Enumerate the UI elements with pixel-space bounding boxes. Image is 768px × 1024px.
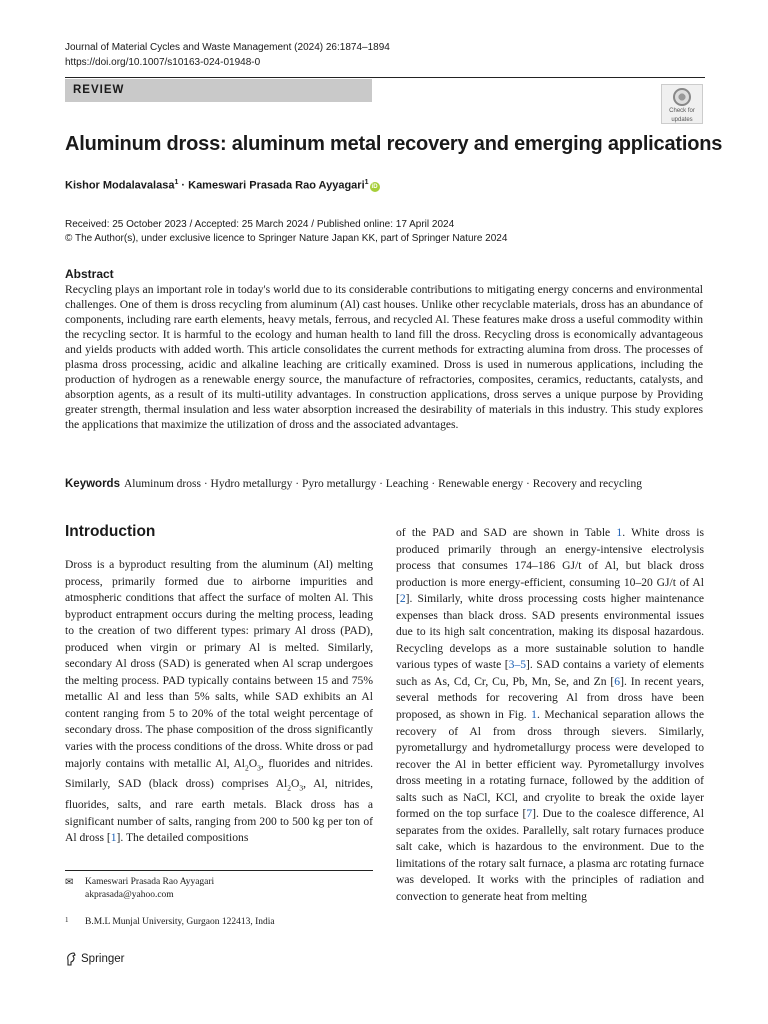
journal-header — [65, 40, 390, 70]
citation-link[interactable]: 1 — [110, 831, 117, 845]
author-separator: · — [178, 179, 189, 192]
table-link[interactable]: 1 — [616, 526, 623, 539]
keywords-label: Keywords — [65, 478, 120, 490]
check-updates-line2: updates — [671, 116, 693, 123]
doi-link[interactable]: https://doi.org/10.1007/s10163-024-01948-0 — [65, 57, 261, 68]
body-column-left — [65, 557, 373, 847]
affiliation-text: B.M.L Munjal University, Gurgaon 122413, India — [85, 917, 275, 927]
intro-paragraph-right: of the PAD and SAD are shown in Table 1. White dross is produced primarily through an energy-intensive electrolysis process that consumes 174–186 GJ/t of Al, but black dross production is more energy-efficient, consuming 10–20 GJ/t of Al [2]. Similarly, white dross processing costs higher maintenance expenses than black dross. SAD presents environmental issues due to its high salt concentration, making its disposal hazardous. Recycling develops as a more sustainable solution to handle various types of waste [3–5]. SAD contains a variety of elements such as As, Cd, Cr, Cu, Pb, Mn, Se, and Zn [6]. In recent years, several methods for recovering Al from dross have been proposed, as shown in Fig. 1. Mechanical separation allows the recovery of Al from dross through sievers. Similarly, pyrometallurgy and hydrometallurgy process were developed to recover the Al in better efficient way. Pyrometallurgy involves dross meeting in a rotating furnace, followed by the addition of salts such as NaCl, KCl, and cryolite to break the oxide layer formed on the top surface [7]. Due to the coalesce difference, Al separates from the oxides. Parallelly, salt rotary furnaces produce salt cake, which is hazardous to the environment. Due to the limitations of the rotary salt furnace, a plasma arc rotating furnace was developed. It works with the principles of radiation and convection to generate heat from melting — [396, 526, 704, 904]
header-rule — [65, 77, 705, 78]
abstract-heading: Abstract — [65, 267, 114, 281]
affiliation-note — [65, 916, 275, 929]
history-dates: Received: 25 October 2023 / Accepted: 25 March 2024 / Published online: 17 April 2024 — [65, 219, 455, 230]
orcid-icon[interactable]: iD — [371, 183, 378, 190]
check-updates-line1: Check for — [669, 108, 695, 114]
springer-horse-icon — [65, 952, 77, 966]
intro-paragraph-left: Dross is a byproduct resulting from the aluminum (Al) melting process, primarily formed due to airborne impurities and atmospheric conditions that affect the surface of molten Al. This byproduct entrapment occurs during the melting process, leading to the creation of two different types: primary Al dross (PAD), produced when virgin or primary Al is melted. Similarly, secondary Al dross (SAD) is generated when Al scrap undergoes the melting process. PAD typically contains between 15 and 75% metallic Al and less than 5% salts, while SAD exhibits an Al content ranging from 5 to 20% of the total weight percentage of secondary dross. The phase composition of the dross significantly varies with the process conditions of the dross. White dross or pad majorly contains with metallic Al, $Al_2O_3$, fluorides and nitrides. Similarly, SAD (black dross) comprises $Al_2O_3$, Al, nitrides, fluorides, salts, and rare earth metals. Black dross has a significant number of salts, ranging from 200 to 500 kg per ton of Al dross [1]. The detailed compositions — [65, 558, 373, 845]
figure-link[interactable]: 1 — [531, 708, 537, 722]
article-dates — [65, 218, 507, 246]
keywords — [65, 478, 642, 490]
author-1-affil: 1 — [174, 179, 179, 186]
citation-link[interactable]: 3–5 — [508, 658, 527, 672]
footnote-rule — [65, 870, 373, 871]
keywords-list: Aluminum dross · Hydro metallurgy · Pyro metallurgy · Leaching · Renewable energy · Recovery and recycling — [123, 478, 642, 490]
article-title: Aluminum dross: aluminum metal recovery and emerging applications — [65, 133, 723, 155]
publisher-name: Springer — [81, 953, 125, 965]
corresponding-author-email[interactable]: akprasada@yahoo.com — [85, 890, 174, 900]
author-2[interactable]: Kameswari Prasada Rao Ayyagari — [188, 179, 365, 192]
author-list — [65, 179, 380, 192]
affiliation-number: 1 — [65, 916, 69, 924]
citation-link[interactable]: 2 — [399, 592, 406, 606]
author-1[interactable]: Kishor Modalavalasa — [65, 179, 175, 192]
envelope-icon: ✉ — [65, 877, 74, 888]
copyright-line: © The Author(s), under exclusive licence to Springer Nature Japan KK, part of Springer Nature 2024 — [65, 233, 508, 244]
corresponding-author-name: Kameswari Prasada Rao Ayyagari — [85, 877, 215, 887]
author-2-affil: 1 — [364, 179, 369, 186]
introduction-heading: Introduction — [65, 523, 156, 540]
citation-link[interactable]: 7 — [526, 807, 533, 821]
check-updates-icon — [673, 88, 691, 106]
body-column-right — [396, 525, 704, 906]
abstract-text: Recycling plays an important role in today's world due to its considerable contributions to mitigating energy concerns and environmental challenges. One of them is dross recycling from aluminum (Al) cast houses. Unlike other recyclable materials, dross has an abundance of components, including rare earth elements, heavy metals, ferrous, and recycled Al. These features make dross a useful commodity within the recycling sector. It is harmful to the ecology and human health to land fill the dross. Recycling dross is economically advantageous and yields products with added worth. This article consolidates the current methods for extracting alumina from dross. The processes of plasma dross processing, acidic and alkaline leaching are critically examined. Dross is used in numerous applications, including the production of hydrogen as a renewable energy source, the manufacture of refractories, composites, ceramics, reductants, catalysts, and absorption agents, as a result of its multi-utility advantages. In construction applications, dross serves a unique purpose by Providing greater strength, thermal insulation and less water absorption increased the desirability of materials in this industry. This study explores the applications that maximize the utilization of dross and the associated advantages. — [65, 283, 703, 432]
citation-link[interactable]: 6 — [614, 674, 621, 688]
check-for-updates-badge[interactable] — [661, 84, 703, 124]
section-label: REVIEW — [65, 79, 372, 102]
corresponding-author-note — [65, 876, 214, 902]
journal-citation: Journal of Material Cycles and Waste Management (2024) 26:1874–1894 — [65, 42, 390, 53]
publisher-footer — [65, 952, 124, 966]
